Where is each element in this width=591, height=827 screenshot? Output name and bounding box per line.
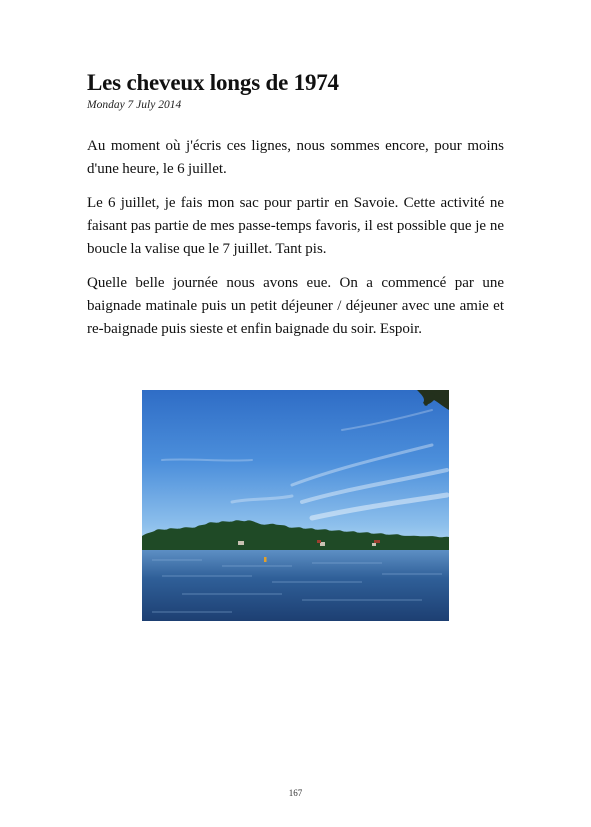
- paragraph-2: Le 6 juillet, je fais mon sac pour partir en Savoie. Cette activité ne faisant pas partie de mes passe-temps favoris, il est possible que je ne boucle la valise que le 7 juillet. Tant pis.: [87, 195, 504, 257]
- paragraph-1: Au moment où j'écris ces lignes, nous sommes encore, pour moins d'une heure, le 6 juillet.: [87, 138, 504, 177]
- article-body: [87, 135, 504, 352]
- buoy: [264, 557, 267, 562]
- paragraph-3: Quelle belle journée nous avons eue. On a commencé par une baignade matinale puis un petit déjeuner / déjeuner avec une amie et re-baignade puis sieste et enfin baignade du soir. Espoir.: [87, 275, 504, 337]
- lake-photo: [142, 390, 449, 621]
- lake-water: [142, 550, 449, 621]
- article-date: Monday 7 July 2014: [87, 99, 182, 111]
- page-number: 167: [288, 788, 303, 798]
- sky: [142, 390, 449, 550]
- article-title: Les cheveux longs de 1974: [87, 70, 339, 95]
